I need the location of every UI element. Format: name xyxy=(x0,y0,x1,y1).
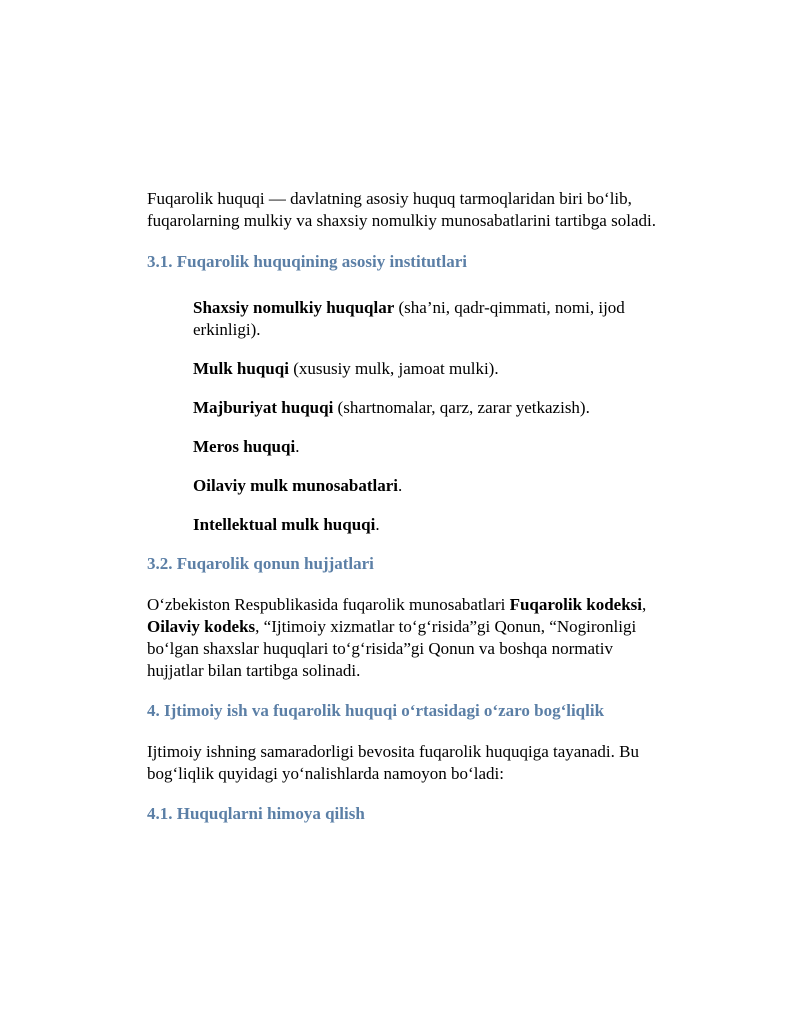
social-work-paragraph: Ijtimoiy ishning samaradorligi bevosita fuqarolik huquqiga tayanadi. Bu bog‘liqlik quyidagi yo‘nalishlarda namoyon bo‘ladi: xyxy=(147,742,639,783)
list-item-text: (xususiy mulk, jamoat mulki). xyxy=(288,359,499,378)
institutions-list xyxy=(193,297,667,536)
list-item-term: Majburiyat huquqi xyxy=(193,398,334,417)
list-item-term: Oilaviy mulk munosabatlari xyxy=(193,476,398,495)
list-item xyxy=(193,358,667,380)
list-item xyxy=(193,475,667,497)
document-page xyxy=(147,188,667,825)
list-item-term: Intellektual mulk huquqi xyxy=(193,515,376,534)
civil-code-term: Fuqarolik kodeksi xyxy=(509,595,643,614)
legislation-text-b: , xyxy=(642,595,647,614)
section-4-heading: 4. Ijtimoiy ish va fuqarolik huquqi o‘rtasidagi o‘zaro bog‘liqlik xyxy=(147,701,605,720)
legislation-paragraph xyxy=(147,594,667,682)
legislation-text-c: , “Ijtimoiy xizmatlar to‘g‘risida”gi Qonun, “Nogironligi bo‘lgan shaxslar huquqlari to‘g‘risida”gi Qonun va boshqa normativ hujjatlar bilan tartibga solinadi. xyxy=(147,617,637,680)
list-item xyxy=(193,297,667,341)
list-item-text: . xyxy=(397,476,403,495)
list-item xyxy=(193,436,667,458)
list-item xyxy=(193,397,667,419)
list-item-text: (sha’ni, qadr-qimmati, nomi, ijod erkinligi). xyxy=(193,298,625,339)
section-4-1-heading: 4.1. Huquqlarni himoya qilish xyxy=(147,804,365,823)
list-item-text: . xyxy=(295,437,300,456)
list-item-term: Meros huquqi xyxy=(193,437,296,456)
section-3-2-heading: 3.2. Fuqarolik qonun hujjatlari xyxy=(147,554,374,573)
legislation-text-a: O‘zbekiston Respublikasida fuqarolik munosabatlari xyxy=(147,595,510,614)
section-3-1-heading: 3.1. Fuqarolik huquqining asosiy institutlari xyxy=(147,252,467,271)
list-item-text: (shartnomalar, qarz, zarar yetkazish). xyxy=(333,398,590,417)
list-item-term: Shaxsiy nomulkiy huquqlar xyxy=(193,298,395,317)
family-code-term: Oilaviy kodeks xyxy=(147,617,256,636)
list-item-term: Mulk huquqi xyxy=(193,359,289,378)
list-item xyxy=(193,514,667,536)
list-item-text: . xyxy=(375,515,380,534)
intro-paragraph: Fuqarolik huquqi — davlatning asosiy huquq tarmoqlaridan biri bo‘lib, fuqarolarning mulkiy va shaxsiy nomulkiy munosabatlarini tartibga soladi. xyxy=(147,189,656,230)
